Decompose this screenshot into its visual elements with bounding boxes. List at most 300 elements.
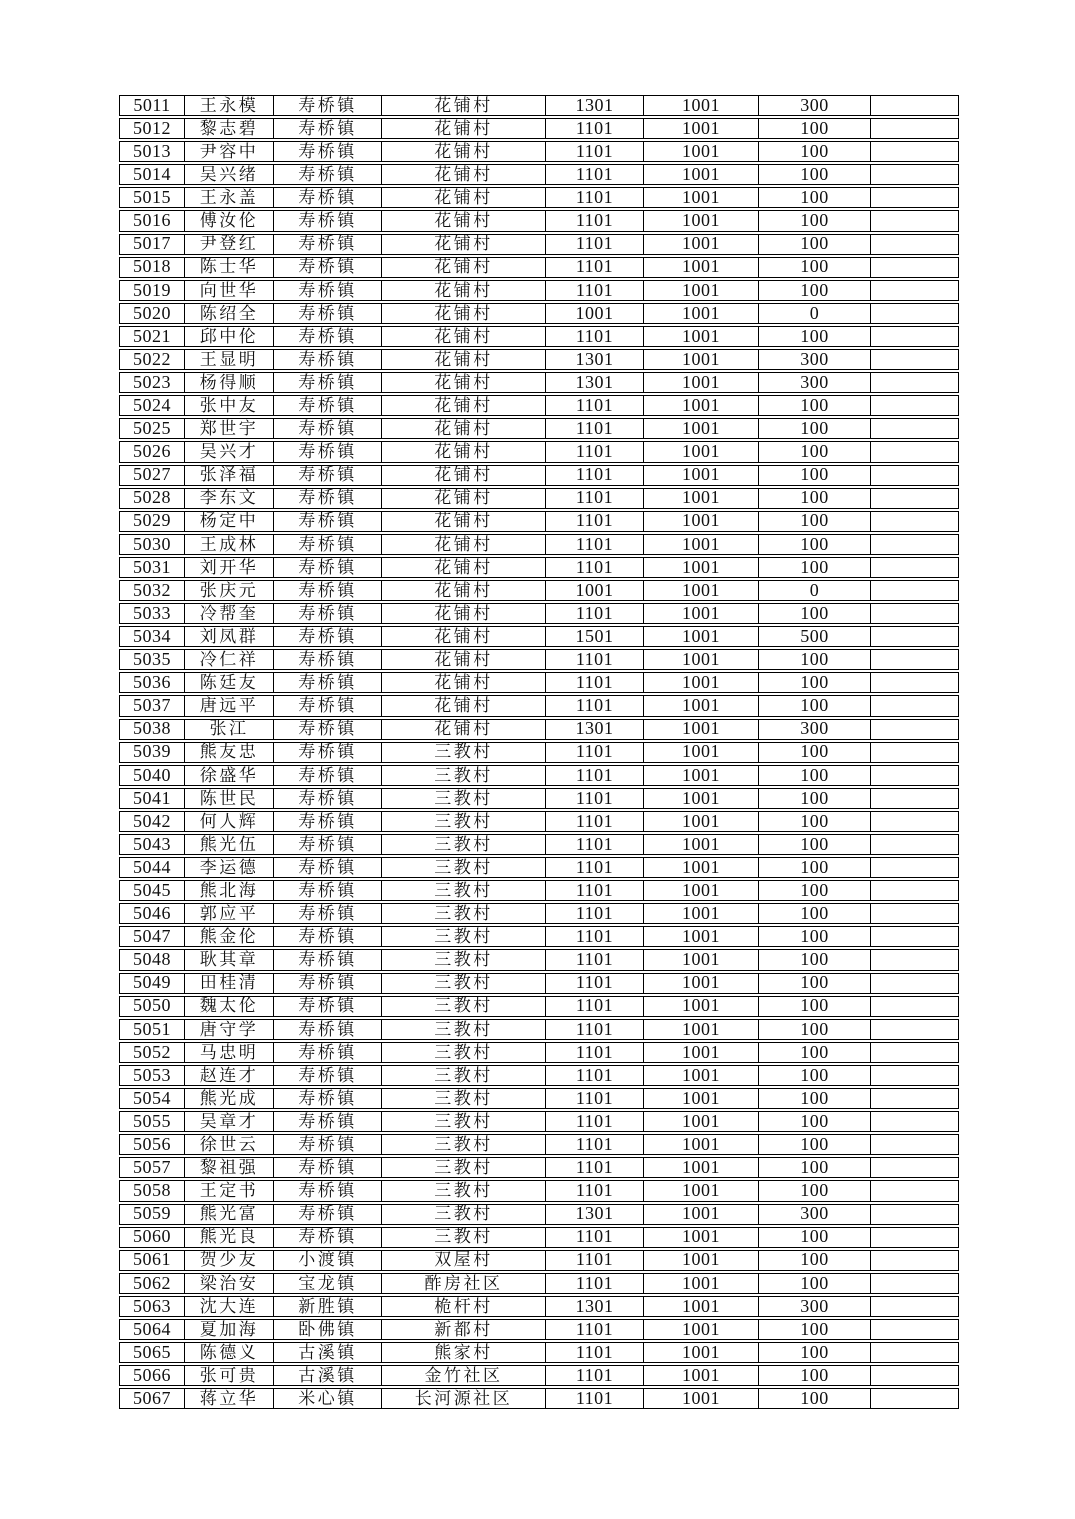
cell-town: 古溪镇 (274, 1366, 382, 1385)
cell-amount-b: 1001 (644, 188, 759, 207)
cell-amount-b: 1001 (644, 950, 759, 969)
cell-amount-a: 1101 (546, 281, 644, 300)
cell-amount-c: 100 (759, 1112, 871, 1131)
cell-blank (871, 1366, 958, 1385)
table-row (119, 511, 959, 532)
cell-id: 5052 (120, 1043, 185, 1062)
cell-town: 寿桥镇 (274, 673, 382, 692)
cell-name: 蒋立华 (185, 1389, 274, 1408)
cell-blank (871, 1274, 958, 1293)
cell-amount-a: 1101 (546, 258, 644, 277)
cell-amount-a: 1101 (546, 604, 644, 623)
cell-blank (871, 442, 958, 461)
cell-village: 三教村 (382, 881, 546, 900)
table-row (119, 418, 959, 439)
cell-amount-a: 1001 (546, 581, 644, 600)
cell-village: 三教村 (382, 766, 546, 785)
table-row (119, 1019, 959, 1040)
cell-blank (871, 304, 958, 323)
cell-amount-c: 100 (759, 235, 871, 254)
cell-town: 寿桥镇 (274, 142, 382, 161)
cell-amount-c: 100 (759, 1389, 871, 1408)
cell-town: 寿桥镇 (274, 581, 382, 600)
cell-blank (871, 1205, 958, 1224)
cell-amount-c: 100 (759, 1251, 871, 1270)
table-row (119, 465, 959, 486)
cell-id: 5060 (120, 1228, 185, 1247)
cell-town: 寿桥镇 (274, 1112, 382, 1131)
cell-amount-c: 100 (759, 1020, 871, 1039)
cell-blank (871, 1158, 958, 1177)
cell-blank (871, 904, 958, 923)
cell-id: 5048 (120, 950, 185, 969)
cell-amount-a: 1101 (546, 1181, 644, 1200)
cell-amount-c: 100 (759, 558, 871, 577)
cell-name: 傅汝伦 (185, 211, 274, 230)
cell-village: 桅杆村 (382, 1297, 546, 1316)
cell-amount-b: 1001 (644, 858, 759, 877)
cell-amount-c: 100 (759, 904, 871, 923)
cell-name: 刘开华 (185, 558, 274, 577)
table-row (119, 996, 959, 1017)
table-row (119, 1157, 959, 1178)
cell-amount-c: 100 (759, 327, 871, 346)
cell-id: 5031 (120, 558, 185, 577)
cell-id: 5035 (120, 650, 185, 669)
cell-name: 李东文 (185, 489, 274, 508)
cell-blank (871, 142, 958, 161)
cell-amount-c: 100 (759, 650, 871, 669)
cell-blank (871, 419, 958, 438)
table-row (119, 626, 959, 647)
table-row (119, 1319, 959, 1340)
cell-amount-b: 1001 (644, 997, 759, 1016)
cell-name: 李运德 (185, 858, 274, 877)
cell-amount-b: 1001 (644, 1158, 759, 1177)
cell-amount-c: 100 (759, 1343, 871, 1362)
cell-village: 花铺村 (382, 627, 546, 646)
cell-name: 陈廷友 (185, 673, 274, 692)
cell-amount-a: 1101 (546, 489, 644, 508)
cell-name: 张中友 (185, 396, 274, 415)
cell-village: 花铺村 (382, 512, 546, 531)
cell-amount-b: 1001 (644, 1089, 759, 1108)
cell-name: 吴兴才 (185, 442, 274, 461)
cell-id: 5017 (120, 235, 185, 254)
cell-amount-c: 100 (759, 696, 871, 715)
cell-town: 寿桥镇 (274, 812, 382, 831)
cell-amount-c: 100 (759, 188, 871, 207)
cell-id: 5041 (120, 789, 185, 808)
cell-blank (871, 1135, 958, 1154)
cell-id: 5049 (120, 974, 185, 993)
cell-name: 陈世民 (185, 789, 274, 808)
table-row (119, 788, 959, 809)
cell-amount-c: 100 (759, 743, 871, 762)
table-row (119, 1365, 959, 1386)
cell-blank (871, 1343, 958, 1362)
cell-id: 5012 (120, 119, 185, 138)
cell-village: 花铺村 (382, 119, 546, 138)
cell-amount-b: 1001 (644, 142, 759, 161)
table-row (119, 903, 959, 924)
cell-village: 三教村 (382, 1158, 546, 1177)
cell-amount-c: 100 (759, 950, 871, 969)
cell-village: 三教村 (382, 835, 546, 854)
cell-blank (871, 673, 958, 692)
cell-amount-a: 1101 (546, 1320, 644, 1339)
cell-village: 花铺村 (382, 96, 546, 115)
table-row (119, 95, 959, 116)
cell-name: 熊光富 (185, 1205, 274, 1224)
cell-blank (871, 581, 958, 600)
cell-town: 寿桥镇 (274, 419, 382, 438)
cell-amount-a: 1101 (546, 927, 644, 946)
cell-amount-c: 100 (759, 1135, 871, 1154)
cell-name: 耿其章 (185, 950, 274, 969)
cell-blank (871, 535, 958, 554)
cell-amount-a: 1101 (546, 997, 644, 1016)
cell-village: 三教村 (382, 904, 546, 923)
cell-amount-c: 100 (759, 766, 871, 785)
cell-amount-b: 1001 (644, 258, 759, 277)
table-row (119, 1204, 959, 1225)
cell-amount-b: 1001 (644, 96, 759, 115)
cell-amount-a: 1101 (546, 165, 644, 184)
cell-id: 5064 (120, 1320, 185, 1339)
cell-blank (871, 258, 958, 277)
cell-name: 杨定中 (185, 512, 274, 531)
cell-village: 花铺村 (382, 142, 546, 161)
table-row (119, 488, 959, 509)
cell-amount-c: 100 (759, 1228, 871, 1247)
cell-amount-b: 1001 (644, 1205, 759, 1224)
cell-amount-b: 1001 (644, 327, 759, 346)
cell-amount-b: 1001 (644, 373, 759, 392)
table-row (119, 1134, 959, 1155)
cell-name: 熊友忠 (185, 743, 274, 762)
table-row (119, 280, 959, 301)
cell-town: 寿桥镇 (274, 211, 382, 230)
table-row (119, 349, 959, 370)
cell-amount-b: 1001 (644, 812, 759, 831)
cell-amount-b: 1001 (644, 489, 759, 508)
cell-amount-c: 300 (759, 373, 871, 392)
cell-name: 熊金伦 (185, 927, 274, 946)
cell-amount-b: 1001 (644, 1066, 759, 1085)
cell-id: 5019 (120, 281, 185, 300)
cell-village: 花铺村 (382, 720, 546, 739)
cell-amount-b: 1001 (644, 904, 759, 923)
cell-name: 夏加海 (185, 1320, 274, 1339)
cell-amount-c: 300 (759, 1297, 871, 1316)
table-row (119, 742, 959, 763)
cell-id: 5023 (120, 373, 185, 392)
cell-name: 马忠明 (185, 1043, 274, 1062)
cell-town: 寿桥镇 (274, 720, 382, 739)
cell-town: 寿桥镇 (274, 927, 382, 946)
cell-village: 长河源社区 (382, 1389, 546, 1408)
cell-town: 寿桥镇 (274, 96, 382, 115)
cell-amount-c: 100 (759, 396, 871, 415)
table-row (119, 1273, 959, 1294)
cell-id: 5026 (120, 442, 185, 461)
cell-village: 三教村 (382, 1181, 546, 1200)
cell-amount-b: 1001 (644, 512, 759, 531)
cell-id: 5039 (120, 743, 185, 762)
cell-town: 寿桥镇 (274, 396, 382, 415)
cell-amount-a: 1301 (546, 350, 644, 369)
table-row (119, 534, 959, 555)
cell-amount-b: 1001 (644, 1274, 759, 1293)
cell-amount-a: 1301 (546, 373, 644, 392)
cell-blank (871, 558, 958, 577)
cell-village: 花铺村 (382, 466, 546, 485)
cell-amount-b: 1001 (644, 1043, 759, 1062)
cell-village: 三教村 (382, 1066, 546, 1085)
cell-amount-a: 1101 (546, 1089, 644, 1108)
cell-village: 花铺村 (382, 535, 546, 554)
cell-town: 小渡镇 (274, 1251, 382, 1270)
cell-amount-a: 1101 (546, 1066, 644, 1085)
table-row (119, 1342, 959, 1363)
cell-blank (871, 96, 958, 115)
cell-amount-c: 100 (759, 604, 871, 623)
table-row (119, 303, 959, 324)
cell-village: 花铺村 (382, 258, 546, 277)
cell-amount-c: 100 (759, 1089, 871, 1108)
table-row (119, 949, 959, 970)
cell-amount-c: 100 (759, 927, 871, 946)
cell-name: 徐盛华 (185, 766, 274, 785)
cell-amount-c: 100 (759, 673, 871, 692)
cell-name: 张泽福 (185, 466, 274, 485)
cell-name: 唐远平 (185, 696, 274, 715)
cell-blank (871, 350, 958, 369)
cell-name: 尹登红 (185, 235, 274, 254)
cell-name: 郑世宇 (185, 419, 274, 438)
cell-blank (871, 1089, 958, 1108)
cell-amount-a: 1101 (546, 1366, 644, 1385)
table-row (119, 1250, 959, 1271)
cell-amount-c: 300 (759, 96, 871, 115)
cell-amount-b: 1001 (644, 304, 759, 323)
cell-id: 5058 (120, 1181, 185, 1200)
cell-village: 三教村 (382, 927, 546, 946)
cell-village: 三教村 (382, 1135, 546, 1154)
cell-blank (871, 373, 958, 392)
cell-amount-a: 1101 (546, 881, 644, 900)
cell-name: 尹容中 (185, 142, 274, 161)
cell-amount-c: 100 (759, 1066, 871, 1085)
cell-id: 5038 (120, 720, 185, 739)
table-row (119, 926, 959, 947)
cell-id: 5015 (120, 188, 185, 207)
table-row (119, 1388, 959, 1409)
cell-town: 寿桥镇 (274, 235, 382, 254)
table-row (119, 811, 959, 832)
cell-amount-c: 100 (759, 119, 871, 138)
cell-town: 寿桥镇 (274, 1158, 382, 1177)
cell-blank (871, 1181, 958, 1200)
table-row (119, 210, 959, 231)
cell-name: 冷帮奎 (185, 604, 274, 623)
cell-amount-c: 300 (759, 720, 871, 739)
cell-amount-c: 100 (759, 165, 871, 184)
cell-amount-c: 100 (759, 489, 871, 508)
cell-village: 酢房社区 (382, 1274, 546, 1293)
cell-blank (871, 211, 958, 230)
cell-amount-b: 1001 (644, 1135, 759, 1154)
cell-village: 三教村 (382, 858, 546, 877)
cell-amount-c: 100 (759, 142, 871, 161)
table-row (119, 695, 959, 716)
cell-village: 三教村 (382, 997, 546, 1016)
cell-blank (871, 1020, 958, 1039)
cell-amount-c: 100 (759, 419, 871, 438)
table-row (119, 719, 959, 740)
cell-village: 三教村 (382, 789, 546, 808)
cell-name: 陈士华 (185, 258, 274, 277)
cell-amount-a: 1101 (546, 535, 644, 554)
cell-blank (871, 604, 958, 623)
cell-amount-a: 1101 (546, 1020, 644, 1039)
cell-amount-b: 1001 (644, 1228, 759, 1247)
cell-amount-a: 1101 (546, 743, 644, 762)
cell-town: 寿桥镇 (274, 1089, 382, 1108)
cell-blank (871, 489, 958, 508)
cell-town: 寿桥镇 (274, 858, 382, 877)
cell-amount-c: 100 (759, 881, 871, 900)
cell-town: 寿桥镇 (274, 997, 382, 1016)
cell-name: 梁治安 (185, 1274, 274, 1293)
cell-town: 寿桥镇 (274, 1205, 382, 1224)
cell-blank (871, 974, 958, 993)
cell-village: 三教村 (382, 1020, 546, 1039)
cell-blank (871, 235, 958, 254)
cell-name: 王显明 (185, 350, 274, 369)
cell-amount-a: 1101 (546, 512, 644, 531)
cell-town: 寿桥镇 (274, 950, 382, 969)
cell-village: 三教村 (382, 1205, 546, 1224)
cell-amount-a: 1101 (546, 673, 644, 692)
cell-town: 新胜镇 (274, 1297, 382, 1316)
cell-name: 吴兴绪 (185, 165, 274, 184)
cell-id: 5054 (120, 1089, 185, 1108)
cell-blank (871, 1389, 958, 1408)
table-row (119, 557, 959, 578)
cell-name: 王成林 (185, 535, 274, 554)
cell-village: 花铺村 (382, 419, 546, 438)
cell-amount-c: 100 (759, 211, 871, 230)
cell-amount-a: 1101 (546, 119, 644, 138)
cell-amount-b: 1001 (644, 1112, 759, 1131)
cell-amount-a: 1101 (546, 858, 644, 877)
cell-name: 徐世云 (185, 1135, 274, 1154)
cell-amount-b: 1001 (644, 789, 759, 808)
cell-blank (871, 1043, 958, 1062)
cell-name: 王永盖 (185, 188, 274, 207)
cell-blank (871, 1320, 958, 1339)
cell-amount-c: 100 (759, 858, 871, 877)
cell-id: 5033 (120, 604, 185, 623)
table-row (119, 326, 959, 347)
cell-amount-a: 1101 (546, 188, 644, 207)
cell-amount-c: 100 (759, 1320, 871, 1339)
cell-amount-c: 100 (759, 512, 871, 531)
cell-amount-a: 1101 (546, 1251, 644, 1270)
cell-name: 邱中伦 (185, 327, 274, 346)
cell-name: 杨得顺 (185, 373, 274, 392)
cell-blank (871, 1112, 958, 1131)
cell-amount-b: 1001 (644, 235, 759, 254)
cell-town: 寿桥镇 (274, 766, 382, 785)
cell-village: 三教村 (382, 1089, 546, 1108)
cell-amount-b: 1001 (644, 442, 759, 461)
cell-village: 花铺村 (382, 235, 546, 254)
cell-id: 5046 (120, 904, 185, 923)
cell-amount-c: 300 (759, 350, 871, 369)
cell-id: 5045 (120, 881, 185, 900)
cell-village: 花铺村 (382, 696, 546, 715)
cell-amount-b: 1001 (644, 1020, 759, 1039)
cell-id: 5022 (120, 350, 185, 369)
table-row (119, 395, 959, 416)
cell-amount-b: 1001 (644, 535, 759, 554)
cell-town: 寿桥镇 (274, 1020, 382, 1039)
table-row (119, 672, 959, 693)
cell-name: 何人辉 (185, 812, 274, 831)
cell-amount-a: 1101 (546, 211, 644, 230)
table-row (119, 187, 959, 208)
cell-village: 花铺村 (382, 581, 546, 600)
cell-id: 5053 (120, 1066, 185, 1085)
cell-amount-b: 1001 (644, 1389, 759, 1408)
table-row (119, 441, 959, 462)
cell-town: 寿桥镇 (274, 512, 382, 531)
cell-village: 花铺村 (382, 281, 546, 300)
cell-village: 三教村 (382, 950, 546, 969)
cell-blank (871, 950, 958, 969)
cell-blank (871, 512, 958, 531)
cell-town: 寿桥镇 (274, 350, 382, 369)
table-row (119, 649, 959, 670)
cell-name: 陈绍全 (185, 304, 274, 323)
cell-name: 刘凤群 (185, 627, 274, 646)
cell-town: 寿桥镇 (274, 789, 382, 808)
cell-blank (871, 627, 958, 646)
cell-village: 花铺村 (382, 327, 546, 346)
cell-name: 冷仁祥 (185, 650, 274, 669)
cell-id: 5059 (120, 1205, 185, 1224)
cell-id: 5040 (120, 766, 185, 785)
cell-blank (871, 858, 958, 877)
cell-name: 沈大连 (185, 1297, 274, 1316)
cell-amount-b: 1001 (644, 1297, 759, 1316)
cell-town: 寿桥镇 (274, 535, 382, 554)
cell-amount-c: 100 (759, 789, 871, 808)
cell-amount-b: 1001 (644, 1320, 759, 1339)
table-row (119, 580, 959, 601)
cell-town: 寿桥镇 (274, 304, 382, 323)
cell-amount-c: 100 (759, 1043, 871, 1062)
cell-town: 寿桥镇 (274, 904, 382, 923)
cell-town: 卧佛镇 (274, 1320, 382, 1339)
cell-town: 寿桥镇 (274, 743, 382, 762)
cell-id: 5056 (120, 1135, 185, 1154)
cell-village: 新都村 (382, 1320, 546, 1339)
cell-name: 王永模 (185, 96, 274, 115)
